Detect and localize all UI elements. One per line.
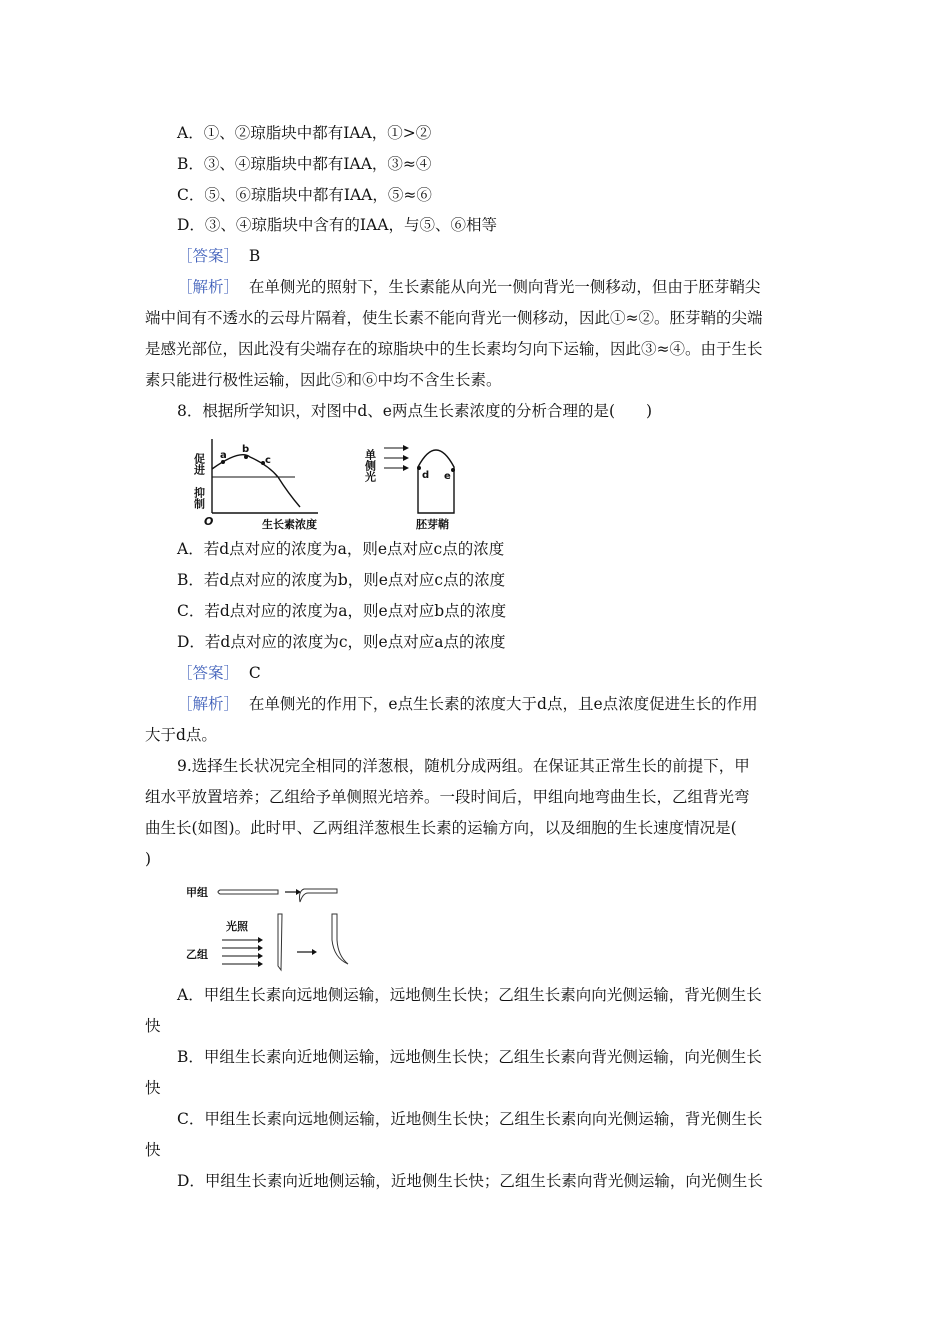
q7-answer — [177, 246, 260, 266]
q7-analysis-line — [177, 277, 760, 297]
point-d-label: d — [422, 470, 430, 481]
root-bent-down — [300, 889, 338, 902]
point-c-label: c — [265, 455, 271, 466]
q7-option-a: A．①、②琼脂块中都有IAA，①>② — [177, 124, 432, 142]
q8-option-c: C．若d点对应的浓度为a，则e点对应b点的浓度 — [177, 602, 507, 620]
q8-stem: 8．根据所学知识，对图中d、e两点生长素浓度的分析合理的是( ) — [177, 402, 653, 420]
point-b — [244, 455, 248, 459]
q9-option-c-cont: 快 — [145, 1141, 161, 1159]
y-bottom-label: 抑制 — [192, 487, 206, 509]
light-ray-head — [258, 961, 263, 967]
q9-option-b: B．甲组生长素向近地侧运输，远地侧生长快；乙组生长素向背光侧运输，向光侧生长 — [177, 1048, 762, 1066]
q7-analysis-line: 端中间有不透水的云母片隔着，使生长素不能向背光一侧移动，因此①≈②。胚芽鞘的尖端 — [145, 309, 763, 327]
q8-analysis-line: 大于d点。 — [145, 726, 217, 744]
light-ray-head — [258, 945, 263, 951]
q8-answer — [177, 663, 261, 683]
group-a-label: 甲组 — [186, 886, 208, 899]
q9-figure — [182, 878, 372, 973]
q9-option-a-cont: 快 — [145, 1017, 161, 1035]
growth-curve — [212, 455, 300, 507]
x-axis-label: 生长素浓度 — [262, 518, 317, 531]
q7-analysis-line: 是感光部位，因此没有尖端存在的琼脂块中的生长素均匀向下运输，因此③≈④。由于生长 — [145, 340, 763, 358]
light-label: 光照 — [226, 920, 248, 933]
light-arrow-head — [403, 455, 409, 461]
q9-stem-line: 组水平放置培养；乙组给予单侧照光培养。一段时间后，甲组向地弯曲生长，乙组背光弯 — [145, 788, 750, 806]
analysis-text: 在单侧光的作用下，e点生长素的浓度大于d点，且e点浓度促进生长的作用 — [248, 695, 758, 713]
root-vertical — [278, 914, 282, 970]
q9-option-b-cont: 快 — [145, 1079, 161, 1097]
q7-option-b: B．③、④琼脂块中都有IAA，③≈④ — [177, 155, 432, 173]
point-e-label: e — [444, 471, 451, 482]
light-ray-head — [258, 937, 263, 943]
answer-value: C — [248, 664, 261, 682]
root-bent-away — [332, 914, 348, 964]
point-d — [417, 466, 421, 470]
q9-option-a: A．甲组生长素向远地侧运输，远地侧生长快；乙组生长素向向光侧运输，背光侧生长 — [177, 986, 762, 1004]
q9-option-d: D．甲组生长素向近地侧运输，近地侧生长快；乙组生长素向背光侧运输，向光侧生长 — [177, 1172, 763, 1190]
point-a-label: a — [220, 450, 227, 461]
root-horizontal — [218, 890, 278, 894]
q8-option-d: D．若d点对应的浓度为c，则e点对应a点的浓度 — [177, 633, 506, 651]
group-b-label: 乙组 — [186, 948, 208, 961]
coleoptile-label: 胚芽鞘 — [416, 518, 449, 531]
q9-stem-line: 9.选择生长状况完全相同的洋葱根，随机分成两组。在保证其正常生长的前提下，甲 — [177, 757, 750, 775]
light-arrow-head — [403, 465, 409, 471]
q7-analysis-line: 素只能进行极性运输，因此⑤和⑥中均不含生长素。 — [145, 371, 502, 389]
q9-stem-line: ) — [145, 850, 152, 868]
answer-value: B — [248, 247, 261, 265]
transition-arrow-head — [312, 949, 317, 955]
light-label: 单侧光 — [363, 449, 377, 482]
answer-tag: ［答案］ — [177, 247, 240, 265]
origin-label: O — [204, 515, 214, 528]
q9-option-c: C．甲组生长素向远地侧运输，近地侧生长快；乙组生长素向向光侧运输，背光侧生长 — [177, 1110, 763, 1128]
q8-option-a: A．若d点对应的浓度为a，则e点对应c点的浓度 — [177, 540, 505, 558]
answer-tag: ［答案］ — [177, 664, 240, 682]
light-arrow-head — [403, 445, 409, 451]
analysis-text: 在单侧光的照射下，生长素能从向光一侧向背光一侧移动，但由于胚芽鞘尖 — [248, 278, 761, 296]
q8-option-b: B．若d点对应的浓度为b，则e点对应c点的浓度 — [177, 571, 506, 589]
analysis-tag: ［解析］ — [177, 695, 240, 713]
point-e — [451, 468, 455, 472]
q9-stem-line: 曲生长(如图)。此时甲、乙两组洋葱根生长素的运输方向，以及细胞的生长速度情况是( — [145, 819, 737, 837]
q8-analysis-line — [177, 694, 758, 714]
y-top-label: 促进 — [192, 453, 206, 475]
analysis-tag: ［解析］ — [177, 278, 240, 296]
q7-option-d: D．③、④琼脂块中含有的IAA，与⑤、⑥相等 — [177, 216, 497, 234]
q7-option-c: C．⑤、⑥琼脂块中都有IAA，⑤≈⑥ — [177, 186, 432, 204]
point-b-label: b — [242, 444, 250, 455]
light-ray-head — [258, 953, 263, 959]
q8-figure — [190, 435, 490, 535]
